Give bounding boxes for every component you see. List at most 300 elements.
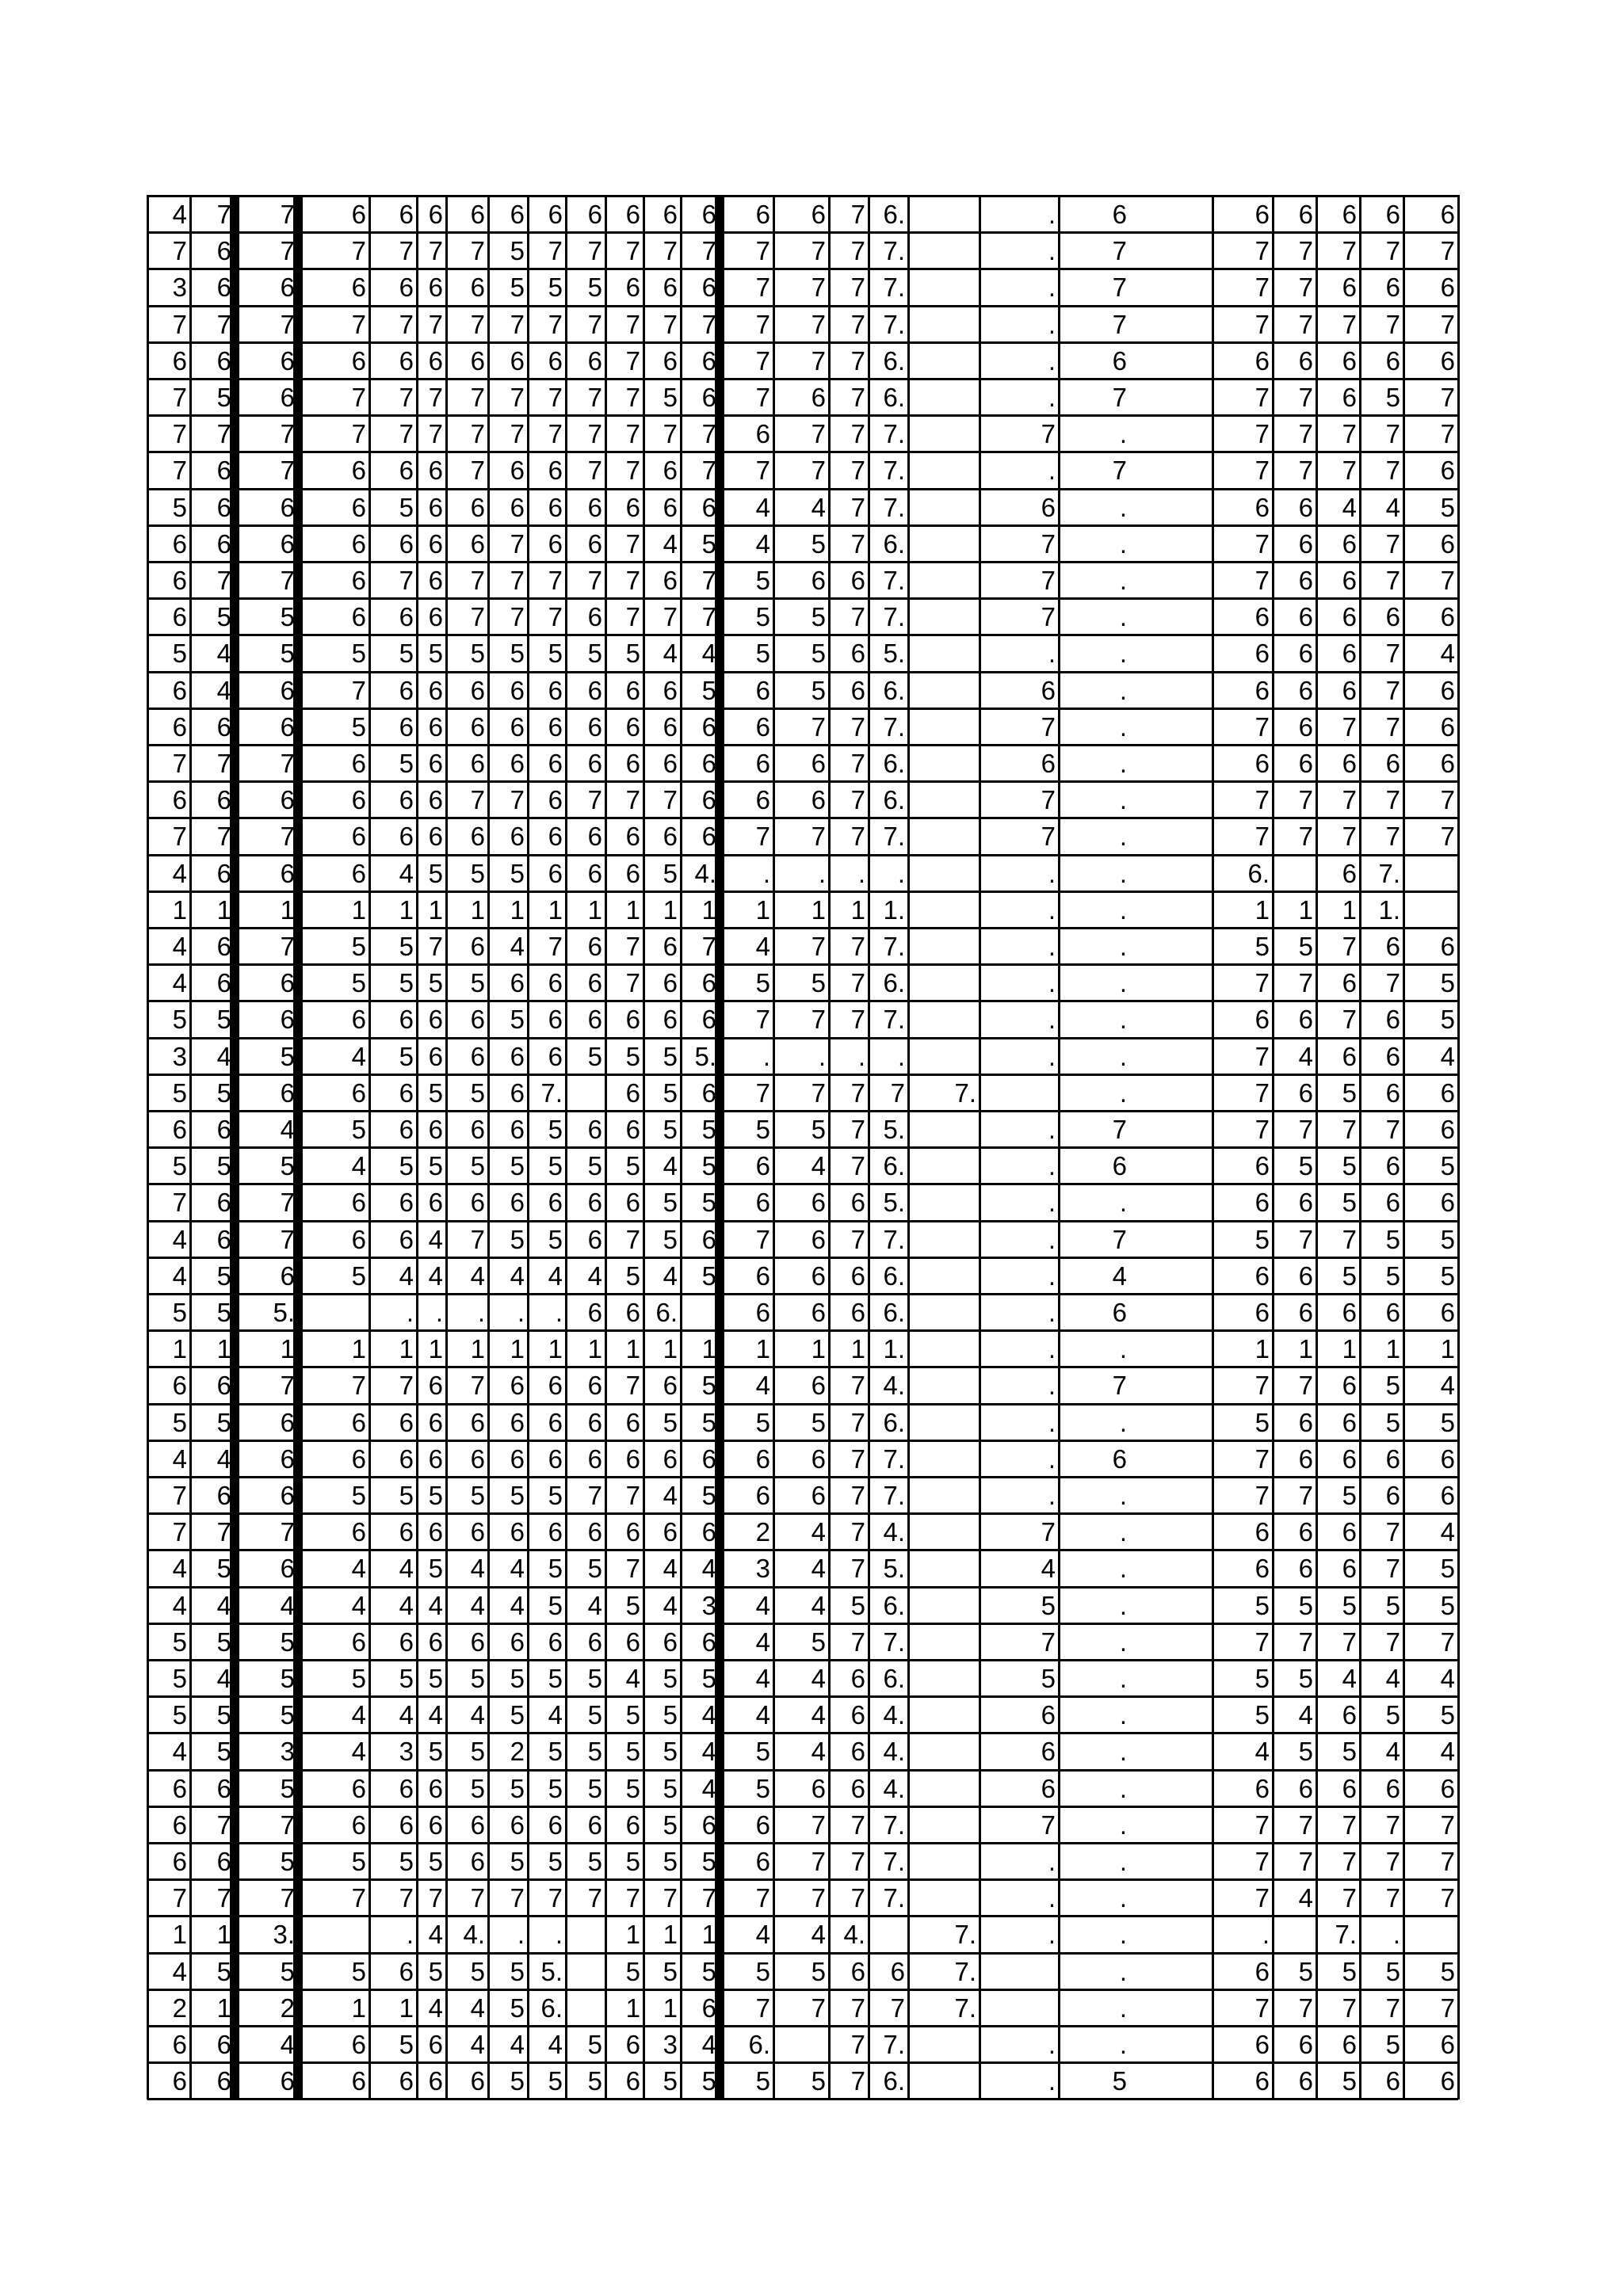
table-cell: 7 — [850, 1993, 865, 2023]
table-cell: 7 — [755, 822, 770, 851]
table-cell: 6 — [280, 1005, 295, 1034]
table-cell: 4 — [351, 1591, 366, 1620]
table-cell: 4 — [548, 2030, 563, 2059]
table-cell: 5 — [811, 639, 826, 668]
table-cell: 6 — [428, 456, 443, 485]
table-cell: 5 — [1440, 493, 1455, 522]
table-cell: 5 — [548, 639, 563, 668]
table-cell: 6 — [510, 1408, 525, 1437]
row-divider — [147, 305, 1458, 307]
table-cell: 5 — [1440, 1957, 1455, 1986]
table-cell: 5 — [663, 1188, 678, 1217]
table-cell — [908, 1553, 980, 1585]
table-cell: 7 — [625, 529, 640, 559]
table-cell: 6 — [280, 1261, 295, 1291]
table-cell: 6 — [701, 273, 716, 302]
table-cell: 6 — [510, 1042, 525, 1071]
table-cell: 7. — [883, 273, 905, 302]
table-cell: 7 — [1385, 456, 1400, 485]
table-cell: 6 — [663, 676, 678, 705]
table-cell: 6 — [280, 676, 295, 705]
table-cell: 4 — [470, 1554, 485, 1583]
table-cell: 5 — [548, 1554, 563, 1583]
table-cell: 6 — [216, 1847, 231, 1876]
table-cell: 5 — [428, 1078, 443, 1108]
table-cell: 7 — [470, 602, 485, 631]
table-cell: 7 — [351, 1371, 366, 1400]
table-cell: 7 — [1342, 1627, 1357, 1657]
table-cell: 6 — [510, 968, 525, 997]
table-cell: 5 — [587, 2030, 602, 2059]
table-cell: 7 — [1254, 529, 1270, 559]
row-divider — [147, 744, 1458, 746]
row-divider — [147, 2098, 1458, 2100]
table-cell: 6 — [587, 493, 602, 522]
table-cell: 5 — [280, 1627, 295, 1657]
table-cell — [1130, 382, 1212, 414]
table-cell: . — [1119, 602, 1127, 631]
table-cell: 4 — [663, 639, 678, 668]
table-cell: 6 — [428, 273, 443, 302]
table-cell: 7 — [1112, 1225, 1127, 1254]
table-cell: 6 — [172, 346, 187, 376]
table-cell: 7 — [428, 419, 443, 448]
table-cell: 5 — [399, 1151, 414, 1180]
table-cell: 7 — [625, 932, 640, 961]
table-cell: 7 — [1041, 712, 1056, 742]
table-cell: 6 — [701, 1225, 716, 1254]
table-cell: 6 — [1298, 1261, 1313, 1291]
table-cell: 7 — [663, 310, 678, 339]
table-cell: 6 — [548, 1810, 563, 1840]
table-cell: 6. — [883, 676, 905, 705]
table-cell — [908, 1407, 980, 1439]
table-cell: 1 — [216, 895, 231, 925]
table-cell: 7 — [850, 1883, 865, 1913]
data-table — [147, 195, 1458, 2100]
table-cell — [908, 1333, 980, 1365]
table-cell: 6 — [399, 676, 414, 705]
table-cell — [908, 2065, 980, 2097]
table-cell: 6 — [1385, 602, 1400, 631]
table-cell: 4 — [510, 1591, 525, 1620]
table-cell: 6 — [625, 1627, 640, 1657]
table-cell: 6 — [280, 273, 295, 302]
table-cell: 7 — [1385, 1993, 1400, 2023]
table-cell: 6 — [548, 712, 563, 742]
table-cell: 7 — [510, 602, 525, 631]
table-cell: 7 — [1254, 1444, 1270, 1474]
table-cell: 1 — [172, 1920, 187, 1949]
table-cell: 6 — [1298, 1444, 1313, 1474]
table-cell: 5 — [1440, 1005, 1455, 1034]
table-cell: 7 — [1041, 1810, 1056, 1840]
table-cell — [1130, 1553, 1212, 1585]
table-cell: 5 — [1342, 1188, 1357, 1217]
table-cell: 7 — [280, 1225, 295, 1254]
table-cell: 6 — [548, 493, 563, 522]
table-cell: 7 — [548, 932, 563, 961]
table-cell: 1 — [1385, 1334, 1400, 1363]
table-cell: 6 — [587, 859, 602, 888]
table-cell: 7 — [428, 236, 443, 265]
table-cell: 4 — [663, 1261, 678, 1291]
table-cell: 1 — [510, 1334, 525, 1363]
table-cell — [1130, 1444, 1212, 1475]
table-cell: 4 — [1342, 493, 1357, 522]
table-cell: 4 — [663, 1481, 678, 1510]
table-cell: 7 — [850, 2030, 865, 2059]
table-cell: 5 — [470, 1481, 485, 1510]
table-cell: 5 — [216, 1078, 231, 1108]
table-cell: 1 — [351, 1334, 366, 1363]
table-cell: 7 — [280, 566, 295, 595]
table-cell: 6 — [1298, 1517, 1313, 1547]
table-cell: 7 — [1254, 968, 1270, 997]
table-cell: 7 — [280, 932, 295, 961]
table-cell: 4. — [883, 1737, 905, 1766]
table-cell: 6 — [351, 1225, 366, 1254]
table-cell: 6 — [216, 456, 231, 485]
table-cell: 7 — [1385, 1627, 1400, 1657]
table-cell: 4 — [811, 493, 826, 522]
table-cell: 7 — [1385, 310, 1400, 339]
table-cell: 5 — [470, 968, 485, 997]
table-cell: 6 — [351, 1627, 366, 1657]
table-cell: 5 — [701, 2066, 716, 2096]
table-cell: 7 — [280, 310, 295, 339]
table-cell: 7 — [1298, 785, 1313, 814]
table-cell: 1 — [663, 895, 678, 925]
table-cell: 6 — [1254, 1554, 1270, 1583]
table-cell: . — [1048, 1371, 1056, 1400]
table-cell: 5 — [1342, 1261, 1357, 1291]
table-cell: 6 — [428, 822, 443, 851]
table-cell: 5 — [701, 1847, 716, 1876]
table-cell: 5 — [701, 1151, 716, 1180]
table-cell: 6 — [755, 676, 770, 705]
table-cell: 5 — [1440, 1700, 1455, 1730]
table-cell: 5 — [755, 1115, 770, 1144]
table-cell: 6 — [1254, 1261, 1270, 1291]
table-cell: 5 — [587, 1774, 602, 1803]
table-cell: 7 — [280, 236, 295, 265]
table-cell: 4 — [172, 1591, 187, 1620]
table-cell: 6 — [172, 712, 187, 742]
table-cell: . — [1119, 1774, 1127, 1803]
table-cell: 7 — [172, 456, 187, 485]
table-cell: 6 — [280, 529, 295, 559]
table-cell: 6 — [428, 566, 443, 595]
table-cell: 6 — [548, 1005, 563, 1034]
table-cell: 7. — [883, 236, 905, 265]
table-cell: 6 — [625, 200, 640, 229]
table-cell: 6 — [399, 1005, 414, 1034]
table-cell: 5 — [701, 1408, 716, 1437]
table-cell: 3 — [399, 1737, 414, 1766]
table-cell: 1 — [1342, 895, 1357, 925]
table-cell: 7 — [1385, 822, 1400, 851]
table-cell: 7. — [883, 1444, 905, 1474]
table-cell: 7 — [172, 236, 187, 265]
table-cell: . — [1048, 2030, 1056, 2059]
table-cell: 6 — [625, 1188, 640, 1217]
table-cell: 6 — [428, 2066, 443, 2096]
table-cell: . — [1119, 859, 1127, 888]
table-cell: 7. — [883, 419, 905, 448]
table-cell: 6 — [1298, 639, 1313, 668]
table-cell: 6 — [663, 932, 678, 961]
table-cell — [1403, 1919, 1458, 1951]
row-divider — [147, 1293, 1458, 1295]
table-cell: 5 — [811, 602, 826, 631]
table-cell: 6 — [1385, 1188, 1400, 1217]
table-cell: 7 — [850, 273, 865, 302]
table-cell: 7 — [280, 419, 295, 448]
table-cell: 7 — [1041, 785, 1056, 814]
table-cell: 6 — [470, 1444, 485, 1474]
table-cell — [1130, 894, 1212, 926]
table-cell: 4 — [399, 859, 414, 888]
table-cell: . — [1262, 1920, 1270, 1949]
table-cell — [1130, 1736, 1212, 1768]
table-cell: 7 — [548, 602, 563, 631]
row-divider — [147, 817, 1458, 819]
table-cell: 7 — [850, 310, 865, 339]
table-cell: 5 — [1385, 1700, 1400, 1730]
table-cell: 6 — [216, 1481, 231, 1510]
table-cell: 6 — [1254, 493, 1270, 522]
table-cell: 6 — [1298, 200, 1313, 229]
table-cell: 7 — [351, 676, 366, 705]
table-cell: 7 — [850, 822, 865, 851]
table-cell: . — [1048, 1225, 1056, 1254]
table-cell: 6 — [399, 822, 414, 851]
table-cell: 7 — [625, 602, 640, 631]
table-cell: 7 — [548, 419, 563, 448]
table-cell: 6 — [1298, 712, 1313, 742]
table-cell: 6 — [625, 1005, 640, 1034]
table-cell: 4. — [463, 1920, 485, 1949]
table-cell: 7 — [755, 1078, 770, 1108]
table-cell: 4 — [811, 1737, 826, 1766]
table-cell: 4 — [701, 1774, 716, 1803]
table-cell: 7 — [1254, 1078, 1270, 1108]
table-cell: 5 — [172, 1627, 187, 1657]
table-cell: 5 — [216, 1261, 231, 1291]
table-cell: 6 — [587, 749, 602, 778]
table-cell: 5 — [1342, 1078, 1357, 1108]
table-cell: 6 — [663, 712, 678, 742]
table-cell: 6 — [510, 1188, 525, 1217]
table-cell: 7 — [850, 1078, 865, 1108]
table-cell: 6 — [470, 822, 485, 851]
table-cell: 4 — [1298, 1700, 1313, 1730]
table-cell: 5 — [701, 1261, 716, 1291]
table-cell: 5 — [587, 1700, 602, 1730]
table-cell — [908, 1224, 980, 1256]
table-cell: . — [1048, 1408, 1056, 1437]
table-cell: 6 — [701, 785, 716, 814]
table-cell — [908, 272, 980, 303]
table-cell: 5 — [399, 749, 414, 778]
table-cell: 6 — [1385, 346, 1400, 376]
table-cell: 5 — [701, 529, 716, 559]
table-cell: 7 — [1298, 456, 1313, 485]
table-cell: 6 — [1298, 1554, 1313, 1583]
table-cell: 6 — [280, 1444, 295, 1474]
table-cell: 6 — [510, 200, 525, 229]
table-cell: 4 — [587, 1591, 602, 1620]
table-cell: 6. — [655, 1298, 678, 1327]
table-cell: 4 — [1440, 1042, 1455, 1071]
table-cell: . — [1048, 1261, 1056, 1291]
table-cell: 7 — [280, 1883, 295, 1913]
table-cell: 6 — [663, 493, 678, 522]
table-cell: 7. — [1378, 859, 1400, 888]
table-cell: 6 — [470, 1188, 485, 1217]
table-cell: 7 — [1440, 1883, 1455, 1913]
table-cell: 6. — [883, 2066, 905, 2096]
table-cell: 4 — [1385, 493, 1400, 522]
table-cell: 6 — [1342, 1700, 1357, 1730]
table-cell: 7 — [850, 456, 865, 485]
table-cell: 4 — [172, 859, 187, 888]
table-cell: 6 — [428, 346, 443, 376]
table-cell: 1 — [470, 1334, 485, 1363]
table-cell: 4 — [755, 493, 770, 522]
table-cell — [1130, 1407, 1212, 1439]
table-cell: 1 — [470, 895, 485, 925]
table-cell: 7 — [428, 1883, 443, 1913]
table-cell: 5 — [1440, 1225, 1455, 1254]
table-cell: 5 — [216, 1408, 231, 1437]
table-cell: 6 — [1342, 1554, 1357, 1583]
table-cell: 7 — [1112, 1371, 1127, 1400]
table-cell: 5 — [701, 1481, 716, 1510]
table-cell: 5 — [510, 1700, 525, 1730]
table-cell: 7 — [216, 1517, 231, 1547]
table-cell: 4 — [701, 1554, 716, 1583]
table-cell: . — [1048, 1151, 1056, 1180]
table-cell: 6 — [755, 419, 770, 448]
table-cell: 6 — [587, 1444, 602, 1474]
table-cell: 6 — [1385, 273, 1400, 302]
table-cell: 1 — [428, 895, 443, 925]
table-cell — [1273, 858, 1316, 890]
table-cell: 6 — [428, 1188, 443, 1217]
table-cell: 6 — [811, 383, 826, 412]
table-cell: 5. — [883, 1188, 905, 1217]
table-cell: 5 — [1254, 1700, 1270, 1730]
table-cell: 6 — [663, 273, 678, 302]
table-cell: 7 — [1342, 456, 1357, 485]
row-divider — [147, 2025, 1458, 2027]
table-cell: 6 — [548, 676, 563, 705]
table-cell: 4 — [701, 1737, 716, 1766]
table-cell — [1130, 1919, 1212, 1951]
table-cell: 4 — [280, 1115, 295, 1144]
table-cell: 7 — [1041, 1517, 1056, 1547]
table-cell — [908, 675, 980, 707]
table-cell: 2 — [280, 1993, 295, 2023]
table-cell: 7 — [510, 566, 525, 595]
table-cell: 5 — [548, 1225, 563, 1254]
table-cell: 5 — [1342, 1737, 1357, 1766]
table-cell: 1 — [701, 1334, 716, 1363]
table-cell: 7 — [1254, 785, 1270, 814]
table-cell: 4 — [663, 1591, 678, 1620]
table-cell: 4 — [1440, 1664, 1455, 1693]
table-cell: 6 — [351, 273, 366, 302]
table-cell: 5 — [1298, 1664, 1313, 1693]
table-cell: 7 — [470, 785, 485, 814]
table-cell: 7 — [1440, 566, 1455, 595]
table-cell: 6 — [1342, 1371, 1357, 1400]
table-cell: 7 — [850, 529, 865, 559]
table-cell — [908, 1773, 980, 1805]
table-cell: 7 — [351, 419, 366, 448]
table-cell: 7 — [216, 1810, 231, 1840]
table-cell: 6 — [811, 1371, 826, 1400]
table-cell: 5 — [663, 383, 678, 412]
table-cell — [1130, 931, 1212, 963]
table-cell: 5 — [280, 1957, 295, 1986]
table-cell: 7 — [850, 749, 865, 778]
table-cell — [908, 528, 980, 560]
table-cell: 7 — [625, 383, 640, 412]
table-cell: 6 — [587, 200, 602, 229]
table-cell: 5 — [663, 1957, 678, 1986]
table-cell: 6 — [1342, 200, 1357, 229]
table-cell: 4 — [172, 1225, 187, 1254]
table-cell: 7 — [663, 1883, 678, 1913]
table-cell: 4 — [351, 1700, 366, 1730]
table-cell: 5 — [1342, 2066, 1357, 2096]
table-cell: 4 — [811, 1591, 826, 1620]
table-cell — [908, 1480, 980, 1512]
table-cell: 5 — [399, 2030, 414, 2059]
table-cell — [908, 784, 980, 816]
table-cell: 6 — [1254, 2066, 1270, 2096]
table-cell: 7 — [1440, 1810, 1455, 1840]
table-cell: 6 — [548, 749, 563, 778]
table-cell: 7 — [1254, 712, 1270, 742]
table-cell: 4 — [216, 1042, 231, 1071]
row-divider — [147, 414, 1458, 417]
table-cell: 5 — [470, 1151, 485, 1180]
table-cell: 5 — [811, 676, 826, 705]
table-cell: 6 — [428, 1517, 443, 1547]
table-cell: 6 — [428, 1810, 443, 1840]
table-cell: 5 — [510, 1664, 525, 1693]
table-cell: 6 — [470, 2066, 485, 2096]
table-cell: 5 — [428, 1151, 443, 1180]
table-cell: 5 — [548, 1774, 563, 1803]
table-cell: 6 — [1385, 1444, 1400, 1474]
table-cell: 4 — [399, 1591, 414, 1620]
table-cell: 6 — [470, 932, 485, 961]
table-cell — [908, 199, 980, 231]
table-cell — [1130, 309, 1212, 341]
table-cell: 6 — [470, 1517, 485, 1547]
table-cell: 5 — [1440, 1591, 1455, 1620]
table-cell: 4 — [399, 1700, 414, 1730]
table-cell: 5 — [510, 236, 525, 265]
table-cell: 5 — [1112, 2066, 1127, 2096]
table-cell: 4 — [1440, 1737, 1455, 1766]
table-cell — [908, 1736, 980, 1768]
